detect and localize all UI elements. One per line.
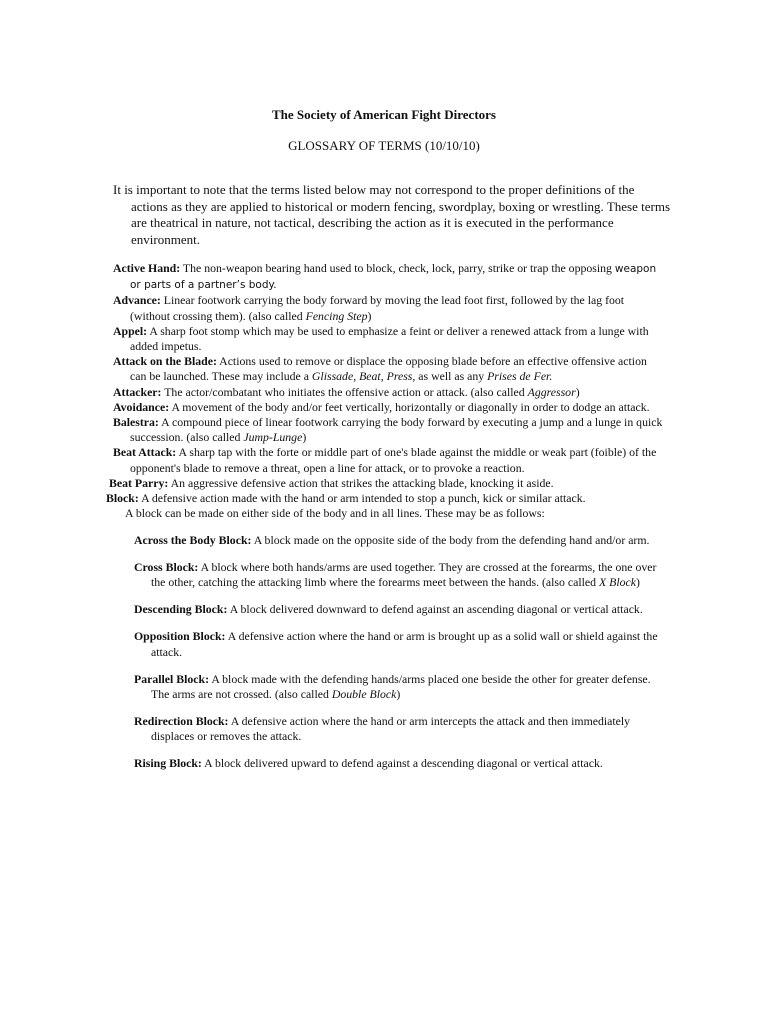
term: Opposition Block:: [134, 629, 226, 644]
alias: Double Block: [331, 686, 397, 701]
term: Across the Body Block:: [134, 533, 252, 548]
sub-entry-parallel-block: [134, 672, 663, 702]
definition: An aggressive defensive action that strikes the attacking blade, knocking it aside.: [168, 475, 554, 490]
term: Balestra:: [113, 415, 159, 430]
alias: Fencing Step: [305, 308, 368, 323]
term: Attack on the Blade:: [113, 354, 217, 369]
definition: A movement of the body and/or feet vertically, horizontally or diagonally in order to dodge an attack.: [169, 399, 650, 414]
alias: X Block: [598, 575, 636, 590]
intro-paragraph: It is important to note that the terms listed below may not correspond to the proper definitions of the actions as they are applied to historical or modern fencing, swordplay, boxing or wrestling. These terms are theatrical in nature, not tactical, describing the action as it is executed in the performance environment.: [113, 182, 670, 247]
alias-close: ): [302, 430, 307, 445]
alias-close: ): [635, 575, 640, 590]
term: Advance:: [113, 293, 161, 308]
sub-entry-opposition-block: [134, 629, 663, 659]
glossary-entry-beat-parry: [109, 476, 663, 491]
alias-2: Prises de Fer.: [487, 369, 553, 384]
term: Cross Block:: [134, 560, 199, 575]
definition: A sharp foot stomp which may be used to emphasize a feint or deliver a renewed attack from a lunge with added impetus.: [130, 323, 649, 354]
block-intro-text: A block can be made on either side of the body and in all lines. These may be as follows:: [125, 506, 545, 521]
definition: The non-weapon bearing hand used to block, check, lock, parry, strike or trap the opposing: [180, 261, 615, 275]
definition: A sharp tap with the forte or middle part of one's blade against the middle or weak part (foible) of the opponent's blade to remove a threat, open a line for attack, or to provoke a reaction.: [130, 445, 657, 475]
sub-entry-rising-block: [134, 756, 663, 771]
alias: Glissade, Beat, Press,: [311, 369, 416, 384]
alias-close: ): [575, 384, 580, 399]
term: Appel:: [113, 323, 148, 338]
glossary-list: [106, 261, 663, 783]
glossary-entry-active-hand: [113, 261, 663, 293]
term: Beat Parry:: [109, 475, 169, 490]
glossary-entry-appel: [113, 324, 663, 354]
definition-tail: weapon or parts of a partner’s body.: [130, 263, 657, 292]
term: Parallel Block:: [134, 671, 210, 686]
definition-continued: as well as any: [415, 369, 488, 384]
organization-title: The Society of American Fight Directors: [272, 107, 496, 122]
glossary-entry-advance: [113, 293, 663, 323]
term: Redirection Block:: [134, 713, 229, 728]
term: Active Hand:: [113, 261, 181, 275]
document-title: GLOSSARY OF TERMS (10/10/10): [288, 138, 480, 153]
definition: The actor/combatant who initiates the offensive action or attack. (also called: [161, 384, 528, 399]
term: Rising Block:: [134, 756, 202, 771]
sub-entry-redirection-block: [134, 714, 663, 744]
definition: Actions used to remove or displace the opposing blade before an effective offensive action can be launched. These may include a: [130, 354, 647, 384]
definition: A compound piece of linear footwork carrying the body forward by executing a jump and a lunge in quick succession. (also called: [130, 415, 663, 445]
sub-entry-descending-block: [134, 602, 663, 617]
definition: A defensive action made with the hand or arm intended to stop a punch, kick or similar attack.: [138, 491, 586, 506]
sub-entry-cross-block: [134, 560, 663, 590]
term: Beat Attack:: [113, 445, 177, 460]
definition: A defensive action where the hand or arm intercepts the attack and then immediately displaces or removes the attack.: [151, 713, 631, 744]
definition: A block made on the opposite side of the body from the defending hand and/or arm.: [251, 533, 650, 548]
alias-close: ): [367, 308, 372, 323]
alias: Aggressor: [527, 384, 576, 399]
sub-entry-across-the-body-block: [134, 533, 663, 548]
definition: A block delivered downward to defend against an ascending diagonal or vertical attack.: [227, 602, 643, 617]
glossary-entry-balestra: [113, 415, 663, 445]
definition: Linear footwork carrying the body forward by moving the lead foot first, followed by the lag foot (without crossing them). (also called: [130, 293, 625, 323]
glossary-entry-block: [106, 491, 663, 506]
definition: A block where both hands/arms are used together. They are crossed at the forearms, the one over the other, catching the attacking limb where the forearms meet between the hands. (also called: [151, 560, 657, 590]
term: Attacker:: [113, 384, 162, 399]
glossary-entry-avoidance: [113, 400, 663, 415]
definition: A defensive action where the hand or arm is brought up as a solid wall or shield against the attack.: [151, 629, 658, 659]
glossary-entry-attack-on-the-blade: [113, 354, 663, 384]
alias: Jump-Lunge: [243, 430, 303, 445]
definition: A block delivered upward to defend against a descending diagonal or vertical attack.: [201, 756, 603, 771]
term: Descending Block:: [134, 602, 228, 617]
glossary-entry-attacker: [113, 385, 663, 400]
alias-close: ): [396, 686, 401, 701]
definition: A block made with the defending hands/arms placed one beside the other for greater defense. The arms are not crossed. (also called: [151, 671, 651, 701]
term: Block:: [106, 491, 139, 506]
term: Avoidance:: [113, 399, 170, 414]
glossary-entry-beat-attack: [113, 445, 663, 475]
